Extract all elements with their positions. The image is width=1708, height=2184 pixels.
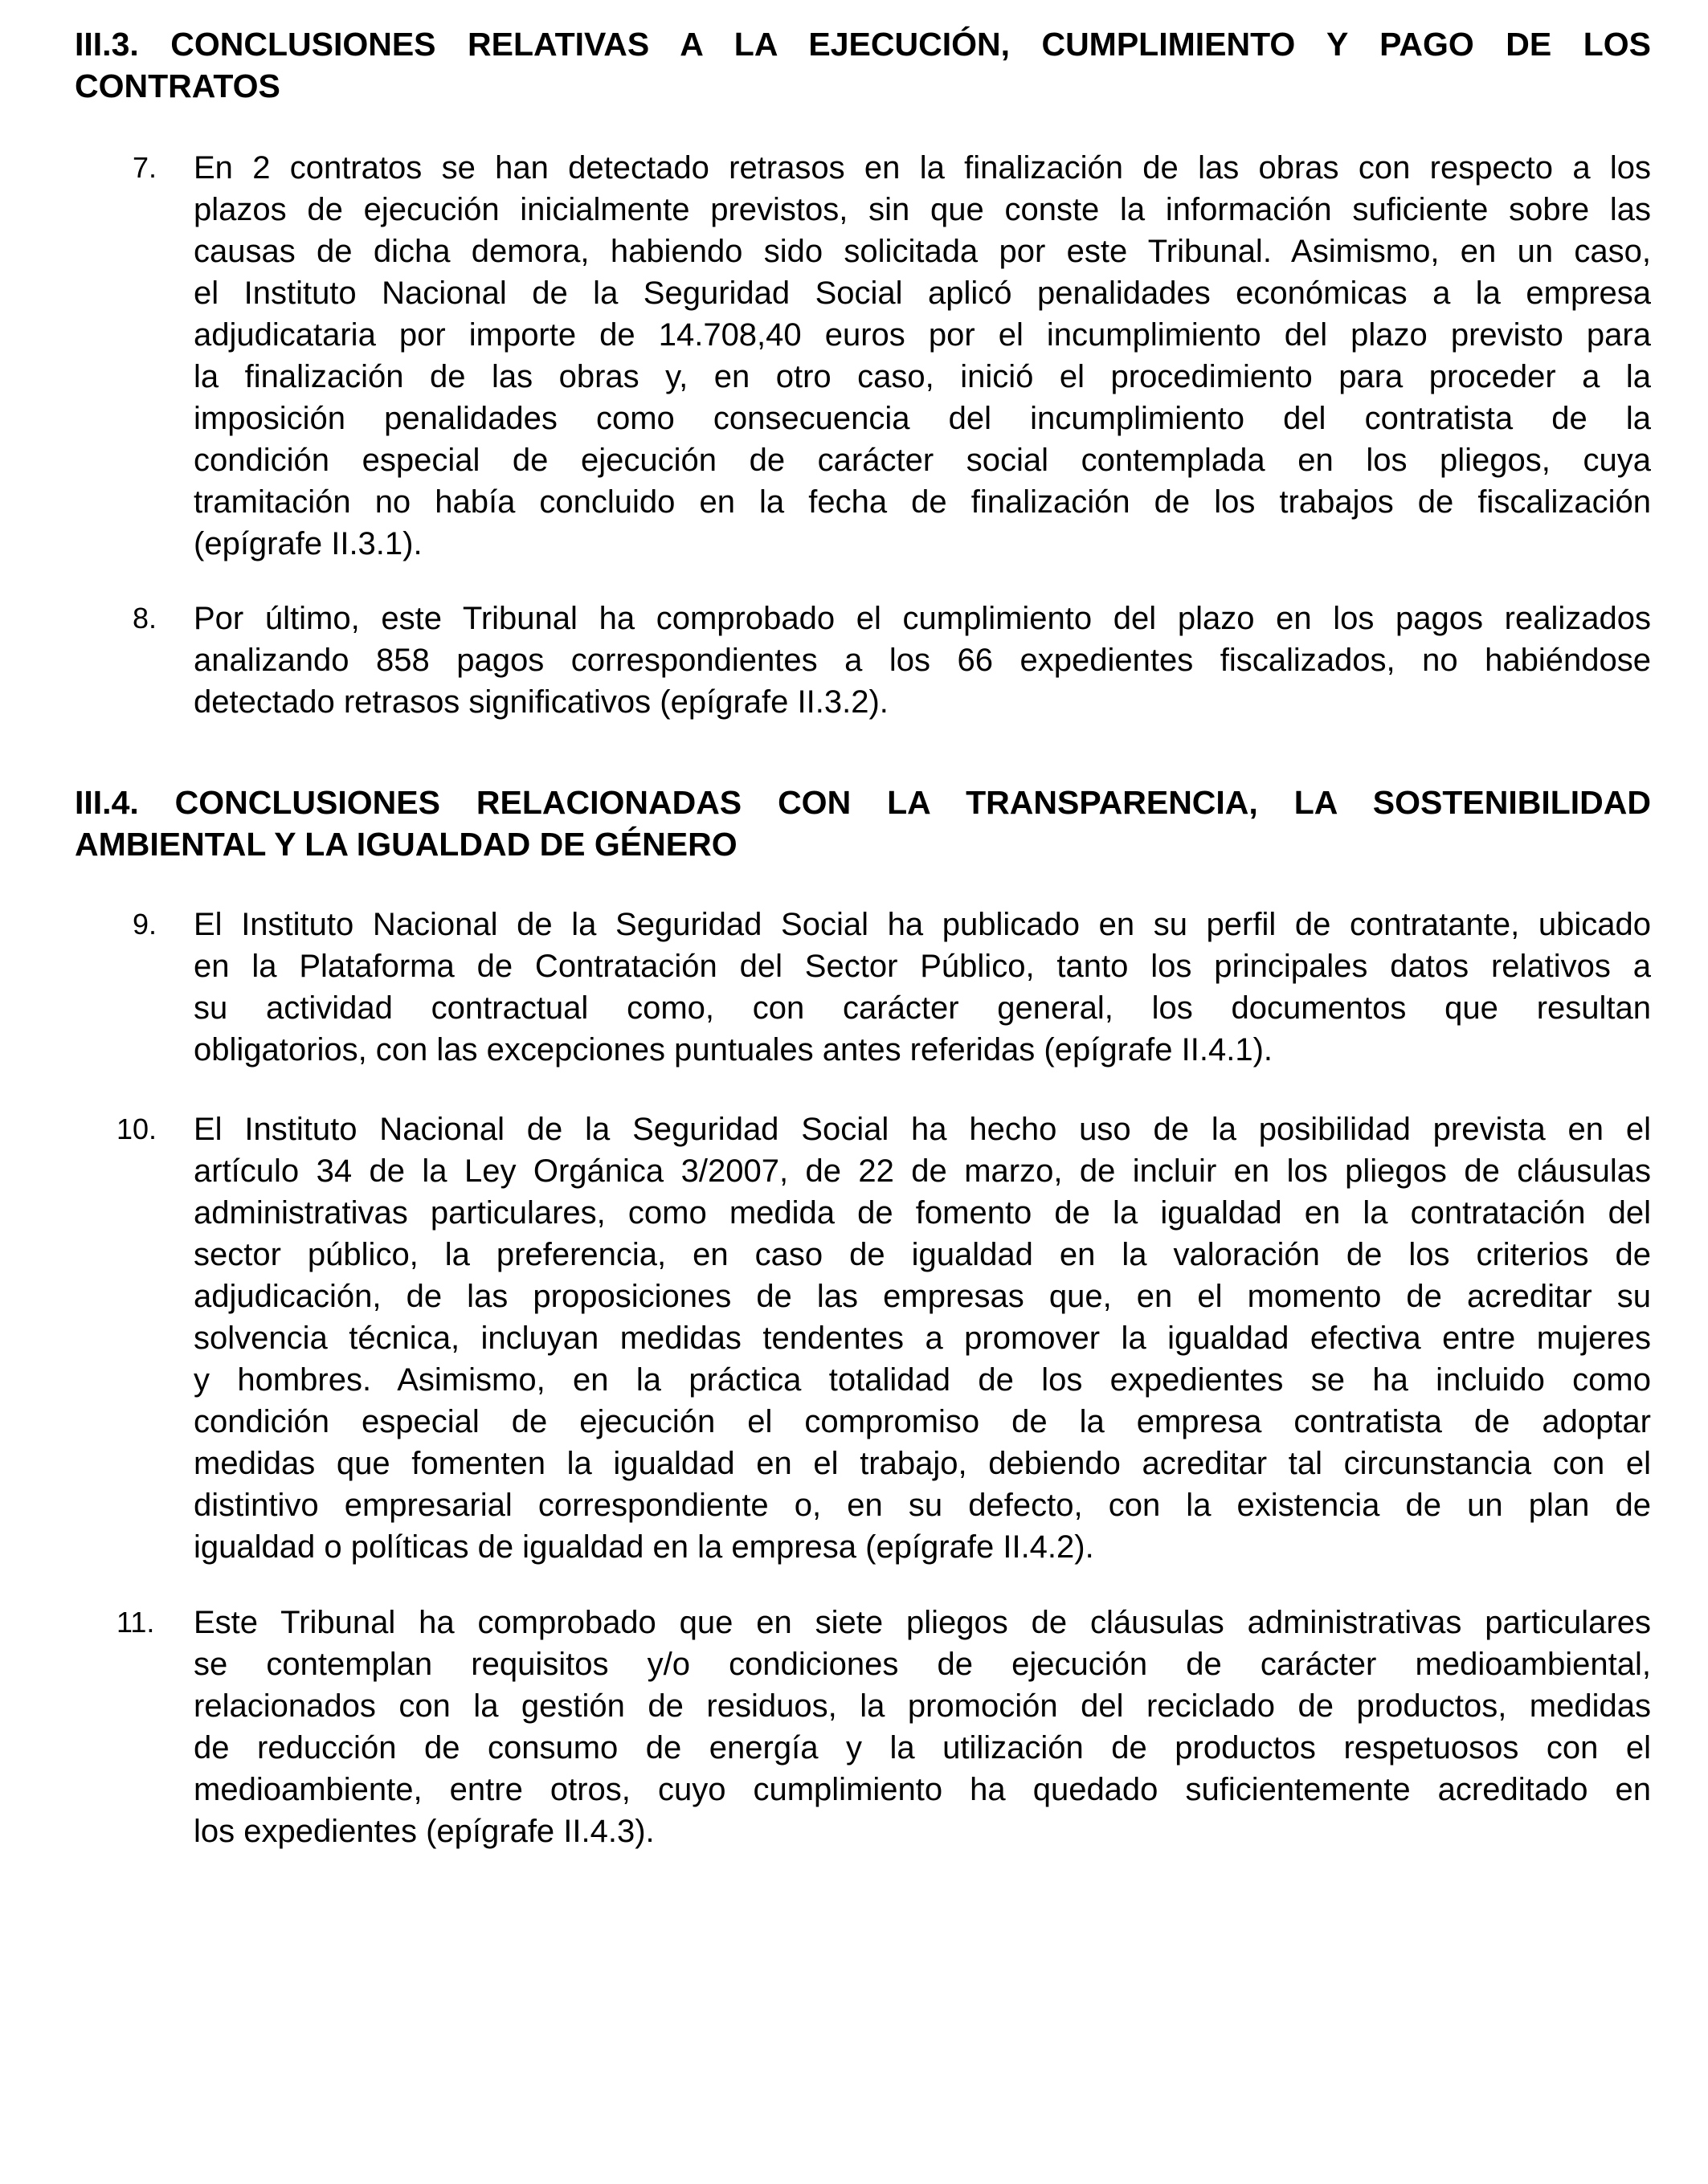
text-line: adjudicataria por importe de 14.708,40 euros por el incumplimiento del plazo previsto para bbox=[194, 317, 1651, 353]
text-line: tramitación no había concluido en la fecha de finalización de los trabajos de fiscalización bbox=[194, 484, 1651, 520]
text-line: el Instituto Nacional de la Seguridad Social aplicó penalidades económicas a la empresa bbox=[194, 276, 1651, 311]
paragraph-number: 10. bbox=[116, 1112, 157, 1145]
text-line: adjudicación, de las proposiciones de las empresas que, en el momento de acreditar su bbox=[194, 1279, 1651, 1314]
text-line: de reducción de consumo de energía y la utilización de productos respetuosos con el bbox=[194, 1730, 1651, 1766]
paragraph-text bbox=[194, 904, 1651, 1071]
text-line: condición especial de ejecución de carácter social contemplada en los pliegos, cuya bbox=[194, 443, 1651, 478]
text-line: artículo 34 de la Ley Orgánica 3/2007, de 22 de marzo, de incluir en los pliegos de cláusulas bbox=[194, 1153, 1651, 1189]
text-line: plazos de ejecución inicialmente previstos, sin que conste la información suficiente sobre las bbox=[194, 192, 1651, 227]
heading-line: AMBIENTAL Y LA IGUALDAD DE GÉNERO bbox=[75, 826, 738, 863]
paragraph-number: 11. bbox=[116, 1606, 155, 1639]
heading-line: CONTRATOS bbox=[75, 67, 280, 104]
text-line: la finalización de las obras y, en otro caso, inició el procedimiento para proceder a la bbox=[194, 359, 1651, 394]
text-line: causas de dicha demora, habiendo sido solicitada por este Tribunal. Asimismo, en un caso, bbox=[194, 234, 1651, 269]
text-line: distintivo empresarial correspondiente o, en su defecto, con la existencia de un plan de bbox=[194, 1488, 1651, 1523]
text-line: los expedientes (epígrafe II.4.3). bbox=[194, 1814, 655, 1849]
text-line: relacionados con la gestión de residuos, la promoción del reciclado de productos, medidas bbox=[194, 1688, 1651, 1724]
text-line: solvencia técnica, incluyan medidas tendentes a promover la igualdad efectiva entre mujeres bbox=[194, 1321, 1651, 1356]
text-line: El Instituto Nacional de la Seguridad Social ha hecho uso de la posibilidad prevista en el bbox=[194, 1112, 1651, 1147]
heading-line: III.3. CONCLUSIONES RELATIVAS A LA EJECUCIÓN, CUMPLIMIENTO Y PAGO DE LOS bbox=[75, 26, 1651, 63]
text-line: y hombres. Asimismo, en la práctica totalidad de los expedientes se ha incluido como bbox=[194, 1362, 1651, 1398]
paragraph-text bbox=[194, 147, 1651, 565]
text-line: medioambiente, entre otros, cuyo cumplimiento ha quedado suficientemente acreditado en bbox=[194, 1772, 1651, 1807]
paragraph-text bbox=[194, 598, 1651, 723]
text-line: igualdad o políticas de igualdad en la empresa (epígrafe II.4.2). bbox=[194, 1529, 1094, 1565]
section-heading bbox=[75, 23, 1651, 107]
text-line: se contemplan requisitos y/o condiciones de ejecución de carácter medioambiental, bbox=[194, 1647, 1651, 1682]
text-line: condición especial de ejecución el compromiso de la empresa contratista de adoptar bbox=[194, 1404, 1651, 1439]
text-line: analizando 858 pagos correspondientes a los 66 expedientes fiscalizados, no habiéndose bbox=[194, 643, 1651, 678]
text-line: imposición penalidades como consecuencia del incumplimiento del contratista de la bbox=[194, 401, 1651, 436]
text-line: administrativas particulares, como medida de fomento de la igualdad en la contratación del bbox=[194, 1195, 1651, 1231]
heading-line: III.4. CONCLUSIONES RELACIONADAS CON LA TRANSPARENCIA, LA SOSTENIBILIDAD bbox=[75, 784, 1651, 821]
paragraph-text bbox=[194, 1108, 1651, 1568]
paragraph-number: 7. bbox=[133, 151, 157, 184]
text-line: obligatorios, con las excepciones puntuales antes referidas (epígrafe II.4.1). bbox=[194, 1032, 1273, 1068]
text-line: Por último, este Tribunal ha comprobado el cumplimiento del plazo en los pagos realizados bbox=[194, 601, 1651, 636]
text-line: en la Plataforma de Contratación del Sector Público, tanto los principales datos relativos a bbox=[194, 949, 1651, 984]
text-line: medidas que fomenten la igualdad en el trabajo, debiendo acreditar tal circunstancia con el bbox=[194, 1446, 1651, 1481]
text-line: En 2 contratos se han detectado retrasos en la finalización de las obras con respecto a los bbox=[194, 150, 1651, 186]
section-heading bbox=[75, 782, 1651, 865]
paragraph-number: 8. bbox=[133, 602, 157, 635]
text-line: El Instituto Nacional de la Seguridad Social ha publicado en su perfil de contratante, ubicado bbox=[194, 907, 1651, 942]
text-line: (epígrafe II.3.1). bbox=[194, 526, 423, 561]
text-line: detectado retrasos significativos (epígrafe II.3.2). bbox=[194, 684, 889, 720]
paragraph-text bbox=[194, 1602, 1651, 1852]
text-line: Este Tribunal ha comprobado que en siete pliegos de cláusulas administrativas particulares bbox=[194, 1605, 1651, 1640]
paragraph-number: 9. bbox=[133, 908, 157, 941]
text-line: sector público, la preferencia, en caso de igualdad en la valoración de los criterios de bbox=[194, 1237, 1651, 1272]
text-line: su actividad contractual como, con carácter general, los documentos que resultan bbox=[194, 990, 1651, 1026]
